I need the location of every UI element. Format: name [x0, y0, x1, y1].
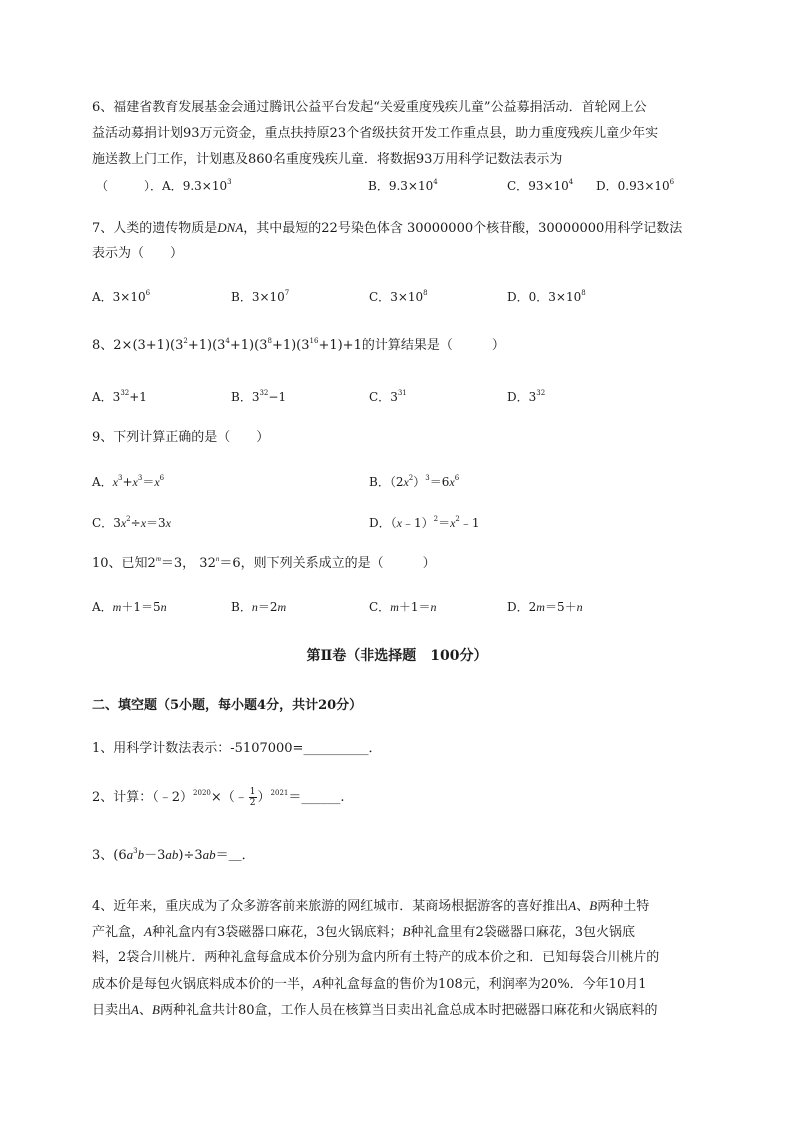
q8-option-d: D．$3^{32}$ — [507, 389, 546, 404]
q8-option-b: B．$3^{32}-1$ — [231, 389, 287, 404]
section-2-heading: 二、填空题（5小题，每小题4分，共计20分） — [92, 698, 363, 713]
q6-option-a: （ ）．A．$9.3\times 10^3$ — [96, 178, 232, 193]
q6-option-d: D．$0.93\times 10^6$ — [596, 178, 675, 193]
fill-question-3: 3、$(6a^3b-3ab)\div 3ab=\_$． — [92, 847, 255, 863]
q9-option-d: D．$(x﹣1)^2=x^2﹣1$ — [369, 515, 480, 530]
q8-stem: 8、$2\times(3+1)(3^2+1)(3^4+1)(3^8+1)(3^{16}+1)+1$的计算结果是（ ） — [92, 337, 505, 353]
q9-option-c: C．$3x^2\div x=3x$ — [92, 515, 171, 530]
fill-question-4-line-5: 日卖出A、B两种礼盒共计80盒，工作人员在核算当日卖出礼盒总成本时把磁器口麻花和火锅底料的 — [92, 1002, 658, 1018]
q8-option-a: A．$3^{32}+1$ — [92, 389, 147, 404]
fill-question-2: 2、计算：（﹣2）$^{2020}$×（﹣ $\frac{1}{2}$ ）$^{2021}$＝______. — [92, 787, 345, 808]
q7-option-d: D．0．$3\times 10^8$ — [507, 289, 586, 304]
fill-question-4-line-4: 成本价是每包火锅底料成本价的一半，A种礼盒每盒的售价为108元，利润率为20%．今年10月1 — [92, 976, 647, 992]
q7-line-1: 7、人类的遗传物质是DNA，其中最短的22号染色体含 30000000个核苷酸，30000000用科学记数法 — [92, 220, 683, 236]
q8-option-c: C．$3^{31}$ — [369, 389, 407, 404]
q7-option-a: A．$3\times 10^6$ — [92, 289, 151, 304]
q10-option-a: A．m＋1＝5n — [92, 600, 167, 614]
q6-stem-tail: （ ）． — [96, 179, 163, 193]
q7-option-c: C．$3\times 10^8$ — [369, 289, 428, 304]
section-2-title: 第Ⅱ卷（非选择题 100分） — [306, 648, 488, 664]
q6-option-c: C．$93\times 10^4$ — [507, 178, 574, 193]
q6-line-1: 6、福建省教育发展基金会通过腾讯公益平台发起“关爱重度残疾儿童”公益募捐活动．首轮网上公 — [92, 100, 647, 115]
q7-line-2: 表示为（ ） — [92, 246, 184, 261]
q6-option-b: B．$9.3\times 10^4$ — [368, 178, 438, 193]
fraction-one-half: $\frac{1}{2}$ — [249, 787, 256, 808]
q7-option-b: B．$3\times 10^7$ — [231, 289, 290, 304]
q9-option-b: B．$(2x^2)^3=6x^6$ — [369, 474, 460, 489]
q9-option-a: A．$x^3+x^3=x^6$ — [92, 474, 165, 489]
q10-stem: 10、已知$2^m=3$， $32^n=6$，则下列关系成立的是（ ） — [92, 555, 436, 571]
fill-question-4-line-1: 4、近年来，重庆成为了众多游客前来旅游的网红城市．某商场根据游客的喜好推出A、B两种土特 — [92, 898, 650, 914]
q10-option-b: B．n＝2m — [231, 600, 287, 614]
q10-option-d: D．2m＝5＋n — [507, 600, 583, 614]
fill-question-4-line-2: 产礼盒，A种礼盒内有3袋磁器口麻花，3包火锅底料；B种礼盒里有2袋磁器口麻花，3包火锅底 — [92, 924, 636, 940]
q6-line-3: 施送教上门工作，计划惠及860名重度残疾儿童．将数据93万用科学记数法表示为 — [92, 152, 563, 167]
fill-question-4-line-3: 料，2袋合川桃片．两种礼盒每盒成本价分别为盒内所有土特产的成本价之和．已知每袋合川桃片的 — [92, 950, 660, 965]
fill-question-1: 1、用科学计数法表示：-5107000=__________． — [92, 741, 382, 756]
q6-line-2: 益活动募捐计划93万元资金，重点扶持原23个省级扶贫开发工作重点县，助力重度残疾儿童少年实 — [92, 126, 659, 141]
q10-option-c: C．m＋1＝n — [369, 600, 437, 614]
q9-stem: 9、下列计算正确的是（ ） — [92, 430, 270, 445]
